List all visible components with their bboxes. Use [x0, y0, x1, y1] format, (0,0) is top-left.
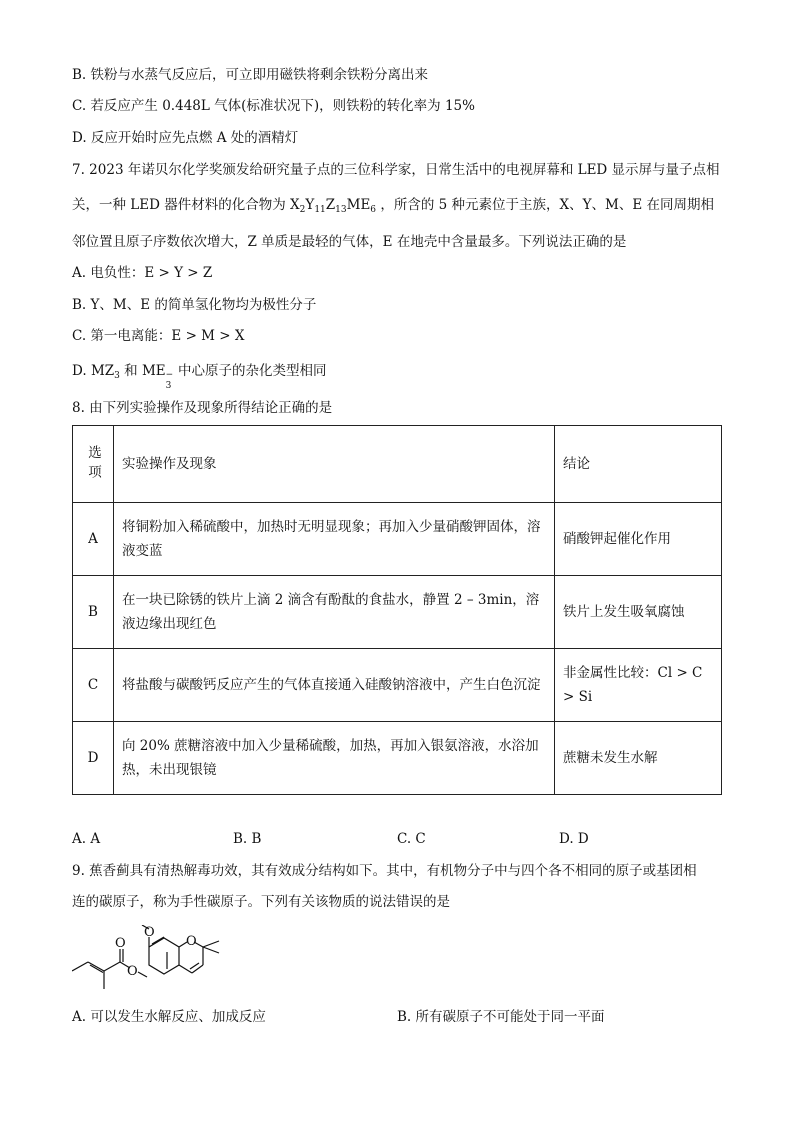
- q9-option-a: A. 可以发生水解反应、加成反应: [72, 1009, 266, 1025]
- experiment-table: [72, 425, 722, 795]
- formula-me3-ion: ME − 3: [141, 363, 174, 391]
- q6-option-b: B. 铁粉与水蒸气反应后，可立即用磁铁将剩余铁粉分离出来: [72, 67, 429, 83]
- q7-stem-line2: [72, 196, 714, 219]
- svg-text:O: O: [115, 936, 126, 951]
- table-row: [73, 576, 722, 649]
- table-header-row: [73, 426, 722, 503]
- table-row: [73, 722, 722, 795]
- q9-stem-line2: 连的碳原子，称为手性碳原子。下列有关该物质的说法错误的是: [72, 894, 450, 910]
- compound-formula: $X_2Y_{11}Z_{13}ME_6$: [290, 197, 377, 215]
- header-operation: 实验操作及现象: [114, 426, 555, 503]
- q7-option-c: C. 第一电离能：E > M > X: [72, 328, 245, 344]
- q7-stem-line1: 7. 2023 年诺贝尔化学奖颁发给研究量子点的三位科学家，日常生活中的电视屏幕和 LED 显示屏与量子点相: [72, 162, 720, 178]
- formula-mz3: $MZ_3$: [90, 363, 120, 381]
- row-operation: 将盐酸与碳酸钙反应产生的气体直接通入硅酸钠溶液中，产生白色沉淀: [114, 649, 555, 722]
- q7-option-a: A. 电负性：E > Y > Z: [72, 265, 213, 281]
- q8-stem: 8. 由下列实验操作及现象所得结论正确的是: [72, 400, 333, 416]
- q7-stem-line3: 邻位置且原子序数依次增大，Z 单质是最轻的气体，E 在地壳中含量最多。下列说法正确的是: [72, 234, 627, 250]
- row-operation: 向 20% 蔗糖溶液中加入少量稀硫酸，加热，再加入银氨溶液，水浴加热，未出现银镜: [114, 722, 555, 795]
- header-conclusion: 结论: [555, 426, 722, 503]
- q7-option-b: B. Y、M、E 的简单氢化物均为极性分子: [72, 297, 317, 313]
- q7-stem-text: 关，一种 LED 器件材料的化合物为: [72, 197, 286, 213]
- molecule-structure-diagram: [72, 925, 237, 1000]
- row-operation: 将铜粉加入稀硫酸中，加热时无明显现象；再加入少量硝酸钾固体，溶液变蓝: [114, 503, 555, 576]
- svg-text:O: O: [144, 925, 155, 940]
- row-option: B: [73, 576, 114, 649]
- q8-answer-b: B. B: [233, 831, 262, 847]
- svg-text:O: O: [186, 934, 197, 949]
- row-option: A: [73, 503, 114, 576]
- table-row: [73, 503, 722, 576]
- q8-answer-a: A. A: [72, 831, 101, 847]
- q8-answer-d: D. D: [559, 831, 589, 847]
- row-conclusion: 铁片上发生吸氧腐蚀: [555, 576, 722, 649]
- q6-option-d: D. 反应开始时应先点燃 A 处的酒精灯: [72, 130, 299, 146]
- row-operation: 在一块已除锈的铁片上滴 2 滴含有酚酞的食盐水，静置 2 – 3min，溶液边缘出现红色: [114, 576, 555, 649]
- row-option: C: [73, 649, 114, 722]
- q9-option-b: B. 所有碳原子不可能处于同一平面: [397, 1009, 605, 1025]
- q6-option-c: C. 若反应产生 0.448L 气体(标准状况下)，则铁粉的转化率为 15%: [72, 98, 475, 114]
- svg-text:O: O: [127, 964, 138, 979]
- header-option: 选项: [73, 426, 114, 503]
- q7-stem-text-2: ，所含的 5 种元素位于主族，X、Y、M、E 在同周期相: [380, 197, 714, 213]
- q9-stem-line1: 9. 蕉香蓟具有清热解毒功效，其有效成分结构如下。其中，有机物分子中与四个各不相同的原子或基团相: [72, 863, 697, 879]
- row-conclusion: 硝酸钾起催化作用: [555, 503, 722, 576]
- row-conclusion: 非金属性比较：Cl > C > Si: [555, 649, 722, 722]
- q7-option-d: D. $MZ_3$ 和 ME − 3 中心原子的杂化类型相同: [72, 363, 327, 391]
- table-row: [73, 649, 722, 722]
- q8-answer-c: C. C: [397, 831, 426, 847]
- row-conclusion: 蔗糖未发生水解: [555, 722, 722, 795]
- row-option: D: [73, 722, 114, 795]
